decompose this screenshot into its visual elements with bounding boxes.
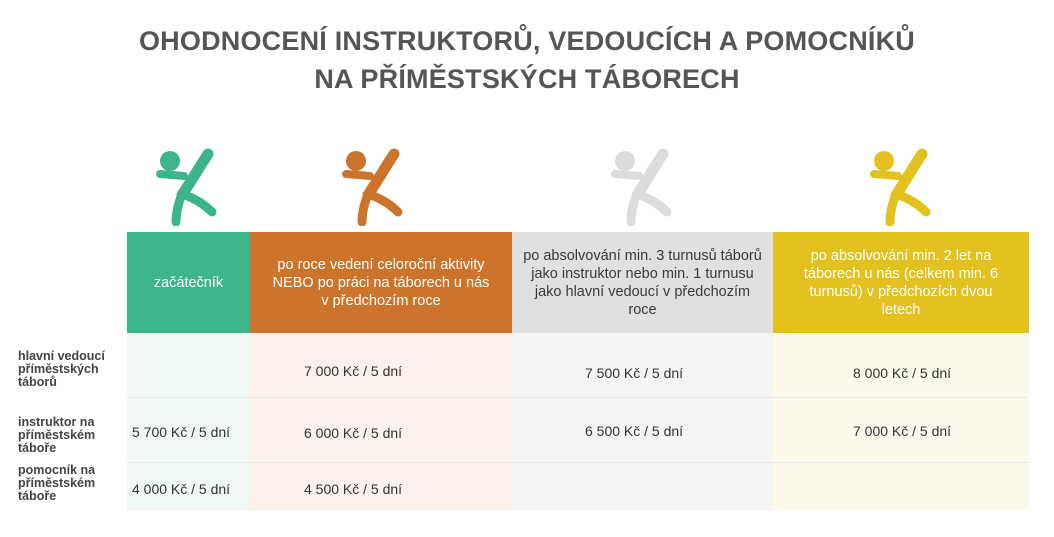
table-cell: 6 000 Kč / 5 dní: [304, 425, 403, 441]
running-figure-icon-green: [148, 146, 228, 226]
table-cell: 5 700 Kč / 5 dní: [132, 424, 231, 440]
title-line-2: NA PŘÍMĚSTSKÝCH TÁBORECH: [314, 64, 740, 94]
page-title: [0, 22, 1054, 98]
running-figure-icon-orange: [334, 146, 414, 226]
table-cell: 8 000 Kč / 5 dní: [853, 365, 952, 381]
column-body-level-4: [773, 333, 1029, 510]
table-cell: 4 500 Kč / 5 dní: [304, 481, 403, 497]
title-line-1: OHODNOCENÍ INSTRUKTORŮ, VEDOUCÍCH A POMOCNÍKŮ: [138, 26, 916, 56]
row-label-head-leader: hlavní vedoucí příměstských táborů: [18, 349, 105, 389]
table-cell: 6 500 Kč / 5 dní: [585, 423, 684, 439]
column-header-level-2: po roce vedení celoroční aktivity NEBO po práci na táborech u nás v předchozím roce: [250, 232, 512, 333]
column-header-level-4: po absolvování min. 2 let na táborech u nás (celkem min. 6 turnusů) v předchozích dvou letech: [773, 232, 1029, 333]
row-label-instructor: instruktor na příměstském táboře: [18, 415, 96, 455]
column-header-level-3: po absolvování min. 3 turnusů táborů jako instruktor nebo min. 1 turnusu jako hlavní vedoucí v předchozím roce: [512, 232, 773, 333]
table-cell: 4 000 Kč / 5 dní: [132, 481, 231, 497]
table-cell: 7 000 Kč / 5 dní: [304, 363, 403, 379]
row-divider: [127, 397, 1029, 398]
row-label-helper: pomocník na příměstském táboře: [18, 463, 96, 503]
table-cell: 7 500 Kč / 5 dní: [585, 365, 684, 381]
running-figure-icon-yellow: [862, 146, 942, 226]
column-header-beginner: začátečník: [127, 232, 250, 333]
running-figure-icon-gray: [603, 146, 683, 226]
table-cell: 7 000 Kč / 5 dní: [853, 423, 952, 439]
row-divider: [127, 462, 1029, 463]
column-body-level-3: [512, 333, 773, 510]
